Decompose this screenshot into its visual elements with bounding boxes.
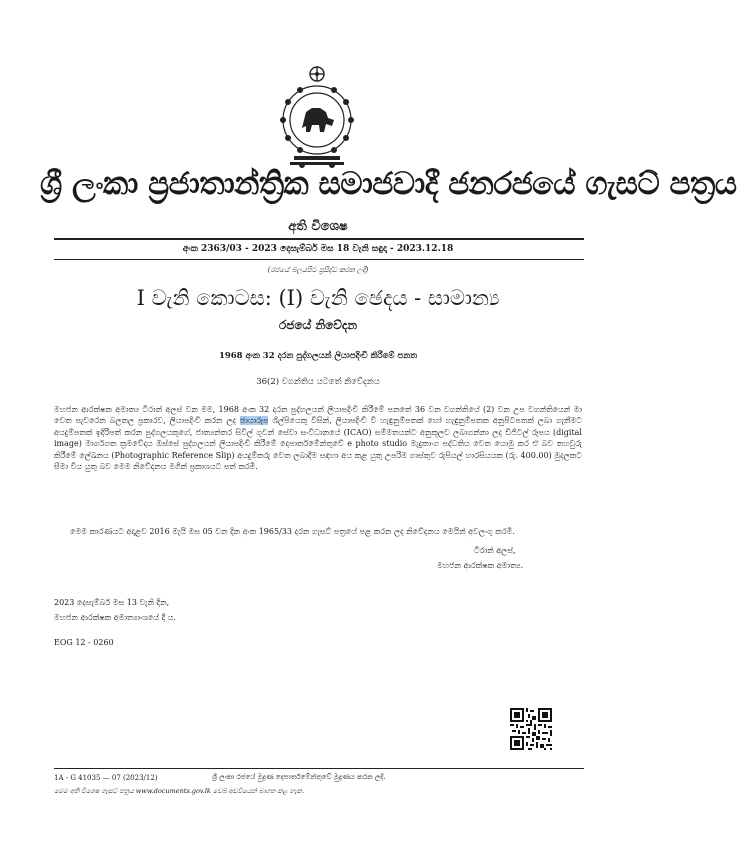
part-title: I වැනි කොටස: (I) වැනි ඡෙදය - සාමාන්‍ය xyxy=(136,286,500,310)
section-reference: 36(2) වගන්තිය යටතේ නිවේදනය xyxy=(256,377,380,387)
top-rule xyxy=(54,238,584,240)
footer-print-code: 1A - G 41035 — 07 (2023/12) xyxy=(54,774,158,782)
gazette-subtitle: අති විශෙෂ xyxy=(288,219,348,234)
state-emblem-icon xyxy=(264,62,370,172)
paragraph-text-end: ශිල්පියෙකු විසින්, ලියාපදිංචි වී හැඳුනුම්පතක් හෝ හැඳුනුම්පතක අනුපිටපතක් ලබා ගැනීමට අයදුම්පතක් ඉදිරිපත් කරන පුද්ගලයකුගේ, ජාත්‍යන්තර සිවිල් ගුවන් සේවා සංවිධානයේ (ICAO) සම්මතයන්ට අනුකූලව ලබාගන්නා ලද ඩිජිටල් රූපය (digital image) මාර්ගගත ක්‍රමවේදය ඔස්සේ පුද්ගලයන් ලියාපදිංචි කිරීමේ දෙපාර්තමේන්තුවේ e photo studio මැදුකාංග පද්ධතිය වෙත යොමු කර ඒ බව තහවුරු කිරීමේ ලේඛනය (Photographic Reference Slip) අයදුම්කරු වෙත ලබාදීම සඳහා අය කළ යුතු උපරිම ගාස්තුව රුපියල් හාරසියයක (රු. 400.00) මුදලකට සීමා විය යුතු බව මෙම නිවේදනය මගින් ප්‍රකාශයට පත් කරමි. xyxy=(54,416,582,472)
issue-line: අංක 2363/03 - 2023 දෙසැම්බර් මස 18 වැනි සඳුදා - 2023.12.18 xyxy=(182,244,454,254)
paragraph-text-start: මහජන ආරක්ෂක අමාත්‍ය ටිරාන් අලස් වන මම, 1968 අංක 32 දරන පුද්ගලයන් ලියාපදිංචි කිරීමේ පනතේ 36 වන වගන්තියේ (2) වන උප වගන්තියෙන් මා වෙත පැවරෙන බලතල ප්‍රකාරව, ලියාපදිංචි කරන ලද xyxy=(54,405,582,426)
highlighted-word: ඡායාරූප xyxy=(239,416,269,426)
notice-date: 2023 දෙසැම්බර් මස 13 වැනි දින, xyxy=(54,598,170,607)
issue-rule xyxy=(54,259,584,260)
signatory-title: මහජන ආරක්ෂක අමාත්‍ය. xyxy=(437,561,523,570)
notification-heading: රජයේ නිවේදන xyxy=(279,318,357,332)
qr-code-icon xyxy=(510,708,552,750)
act-title: 1968 අංක 32 දරන පුද්ගලයන් ලියාපදිංචි කිරීමේ පනත xyxy=(218,351,418,361)
notice-paragraph-1 xyxy=(54,404,582,472)
gazette-title: ශ්‍රී ලංකා ප්‍රජාතාන්ත්‍රික සමාජවාදී ජනරජයේ ගැසට් පත්‍රය xyxy=(40,166,737,202)
notice-office: මහජන ආරක්ෂක අමාත්‍යාංශයේ දී ය. xyxy=(54,613,176,622)
footer-rule xyxy=(54,768,584,769)
reference-code: EOG 12 - 0260 xyxy=(54,638,114,647)
notice-paragraph-2: මෙම කාරණයට අදාළව 2016 මැයි මස 05 වන දින අංක 1965/33 දරන ගැසට් පත්‍රයේ පළ කරන ලද නිවේදනය මෙයින් අවලංගු කරමි. xyxy=(70,527,515,536)
footer-web-note: මෙම අති විශෙෂ ගැසට් පත්‍රය www.documents.gov.lk වෙබ් අඩවියෙන් බාගත කළ හැක. xyxy=(54,787,305,795)
published-by-authority: (රජයේ බලයපිට ප්‍රසිද්ධ කරන ලදී) xyxy=(267,266,369,274)
footer-printer: ශ්‍රී ලංකා රජයේ මුද්‍රණ දෙපාර්තමේන්තුවේ මුද්‍රණය කරන ලදී. xyxy=(212,773,386,781)
signatory-name: ටිරාන් අලස්, xyxy=(474,546,516,555)
